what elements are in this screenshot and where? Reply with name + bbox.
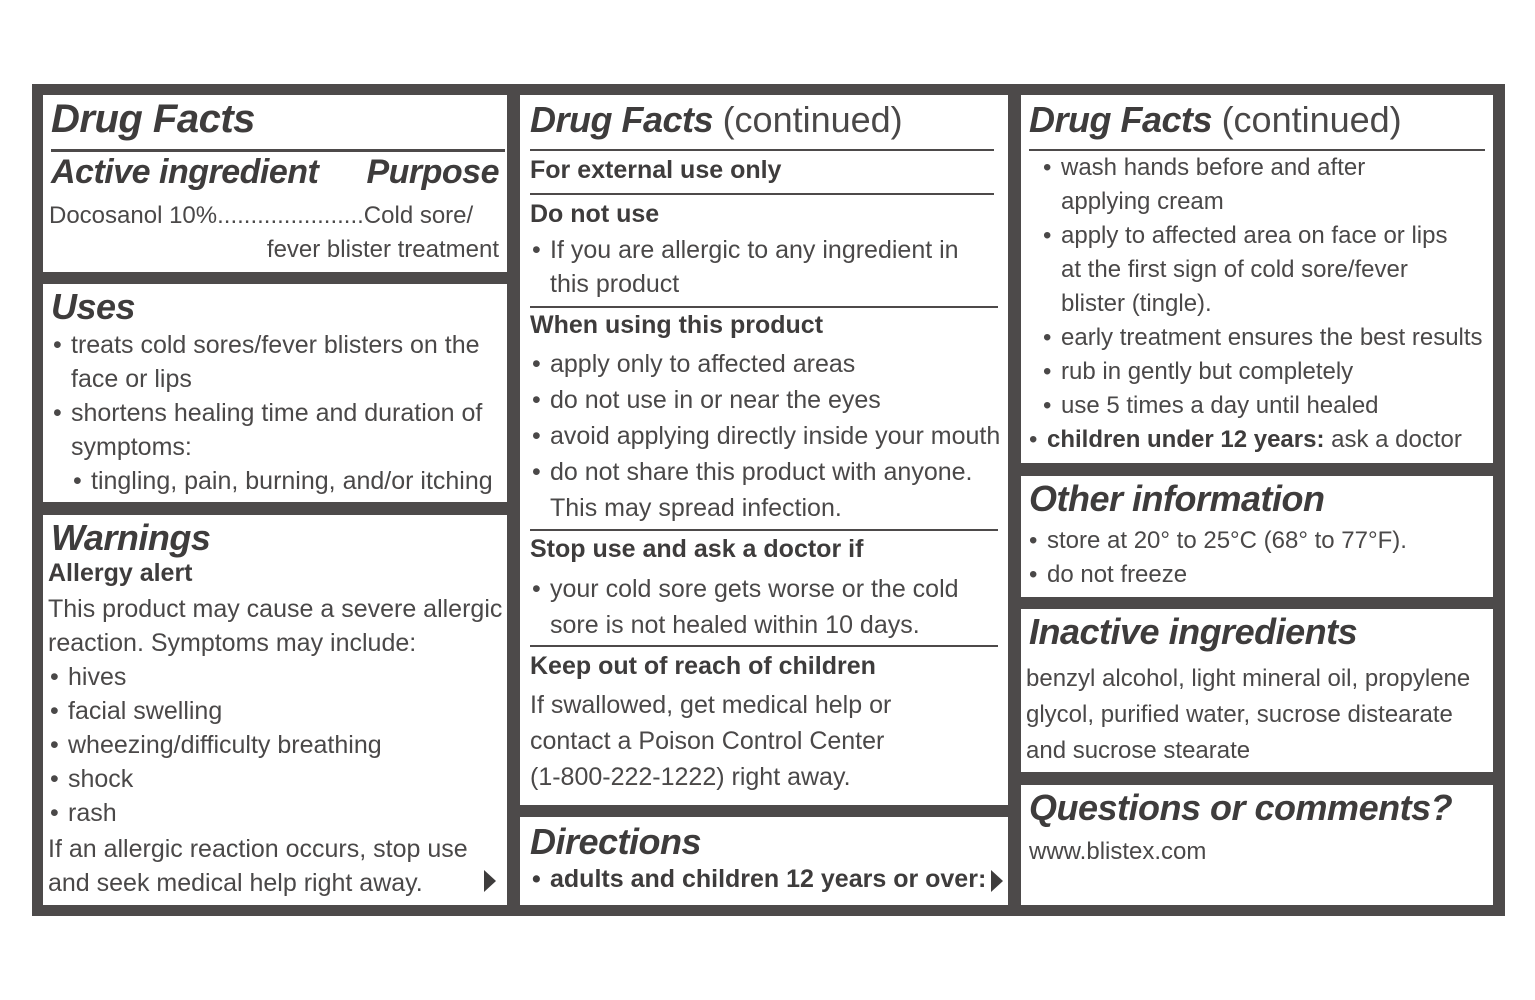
other-information-box [1021, 476, 1493, 597]
list-item [530, 571, 959, 643]
section-divider [530, 193, 994, 195]
title-divider [51, 149, 505, 152]
list-item: • hives [48, 660, 502, 694]
warnings-title: Warnings [51, 517, 211, 558]
list-item: • rash [48, 796, 502, 830]
list-item-text: symptoms: [71, 433, 192, 461]
section-divider [530, 529, 998, 531]
other-information-list [1027, 524, 1407, 592]
list-item [1041, 151, 1483, 219]
list-item-text: blister (tingle). [1061, 290, 1212, 317]
list-item-text: face or lips [71, 365, 192, 393]
list-item: • store at 20° to 25°C (68° to 77°F). [1027, 524, 1407, 558]
list-item-text: apply to affected area on face or lips [1061, 222, 1448, 249]
inactive-ingredients-text [1026, 661, 1470, 769]
inactive-ingredients-box [1021, 609, 1493, 772]
text-line: This product may cause a severe allergic [48, 595, 503, 623]
text-line: and seek medical help right away. [48, 869, 423, 897]
list-item: • shock [48, 762, 502, 796]
children-item [1027, 423, 1462, 457]
purpose-line: fever blister treatment [266, 236, 499, 263]
list-item: • wheezing/difficulty breathing [48, 728, 502, 762]
purpose-heading: Purpose [366, 153, 499, 191]
list-item-text: sore is not healed within 10 days. [550, 611, 920, 639]
uses-box [43, 284, 507, 502]
text-line: and sucrose stearate [1026, 737, 1251, 764]
list-item: • avoid applying directly inside your mouth [530, 418, 1000, 454]
directions-adults-item [530, 865, 986, 894]
when-using-heading: When using this product [530, 311, 824, 339]
directions-list [1041, 151, 1483, 423]
list-item: • use 5 times a day until healed [1041, 389, 1483, 423]
continue-arrow-icon [991, 870, 1003, 892]
text-line: benzyl alcohol, light mineral oil, propylene [1026, 665, 1471, 692]
list-item [1041, 219, 1483, 321]
stop-use-heading: Stop use and ask a doctor if [530, 535, 864, 563]
questions-box [1021, 785, 1493, 905]
list-item-text: this product [550, 270, 680, 298]
keep-out-text [530, 687, 891, 795]
external-use-heading: For external use only [530, 156, 782, 184]
list-item [51, 328, 493, 396]
uses-title: Uses [51, 286, 136, 327]
section-divider [530, 645, 998, 647]
list-item: • facial swelling [48, 694, 502, 728]
continue-arrow-icon [484, 870, 496, 892]
children-text: ask a doctor [1331, 426, 1462, 453]
text-line: (1-800-222-1222) right away. [530, 763, 851, 791]
drug-facts-continued-title [1029, 99, 1402, 141]
questions-title: Questions or comments? [1029, 787, 1453, 828]
list-item: • do not freeze [1027, 558, 1407, 592]
other-information-title: Other information [1029, 478, 1325, 519]
list-item [51, 396, 493, 464]
directions-continued-box [1021, 95, 1493, 463]
section-divider [530, 306, 998, 308]
stop-use-list [530, 571, 959, 643]
warnings-continued-box [520, 95, 1008, 805]
active-ingredient-line: Docosanol 10%......................Cold sore/ [49, 202, 474, 229]
active-ingredient-heading: Active ingredient [51, 153, 319, 191]
active-ingredient-box [43, 95, 507, 272]
children-bold-text: children under 12 years: [1047, 426, 1325, 453]
list-item [530, 454, 1000, 526]
list-item-text: your cold sore gets worse or the cold [550, 575, 959, 603]
list-item: • rub in gently but completely [1041, 355, 1483, 389]
list-item-text: at the first sign of cold sore/fever [1061, 256, 1408, 283]
inactive-ingredients-title: Inactive ingredients [1029, 611, 1358, 652]
text-line: reaction. Symptoms may include: [48, 629, 417, 657]
do-not-use-heading: Do not use [530, 200, 660, 228]
list-item-text: shortens healing time and duration of [71, 399, 483, 427]
title-divider [530, 149, 994, 151]
text-line: If swallowed, get medical help or [530, 691, 892, 719]
list-item [530, 233, 959, 301]
text-line: contact a Poison Control Center [530, 727, 885, 755]
list-item-text: do not share this product with anyone. [550, 458, 973, 486]
list-item-text: wash hands before and after [1061, 154, 1366, 181]
list-item: • adults and children 12 years or over: [530, 865, 986, 894]
list-item-text: applying cream [1061, 188, 1224, 215]
allergy-text [48, 592, 502, 900]
drug-facts-title: Drug Facts [51, 97, 255, 141]
uses-list [51, 328, 493, 498]
allergy-alert-heading: Allergy alert [48, 559, 193, 587]
directions-title: Directions [530, 821, 702, 862]
list-item [71, 464, 493, 498]
list-item-text: treats cold sores/fever blisters on the [71, 331, 480, 359]
title-text: Drug Facts [530, 99, 714, 140]
list-item: • do not use in or near the eyes [530, 382, 1000, 418]
website-link[interactable]: www.blistex.com [1029, 838, 1207, 865]
warnings-box [43, 515, 507, 905]
continued-label: (continued) [1221, 99, 1402, 140]
list-item: • apply only to affected areas [530, 346, 1000, 382]
keep-out-heading: Keep out of reach of children [530, 652, 876, 680]
drug-facts-continued-title [530, 99, 903, 141]
text-line: glycol, purified water, sucrose distearate [1026, 701, 1453, 728]
list-item-text: This may spread infection. [550, 494, 842, 522]
list-item-text: tingling, pain, burning, and/or itching [91, 467, 493, 495]
do-not-use-list [530, 233, 959, 301]
list-item-text: If you are allergic to any ingredient in [550, 236, 959, 264]
title-text: Drug Facts [1029, 99, 1213, 140]
list-item: • early treatment ensures the best results [1041, 321, 1483, 355]
continued-label: (continued) [722, 99, 903, 140]
directions-box [520, 817, 1008, 905]
when-using-list [530, 346, 1000, 526]
text-line: If an allergic reaction occurs, stop use [48, 835, 468, 863]
